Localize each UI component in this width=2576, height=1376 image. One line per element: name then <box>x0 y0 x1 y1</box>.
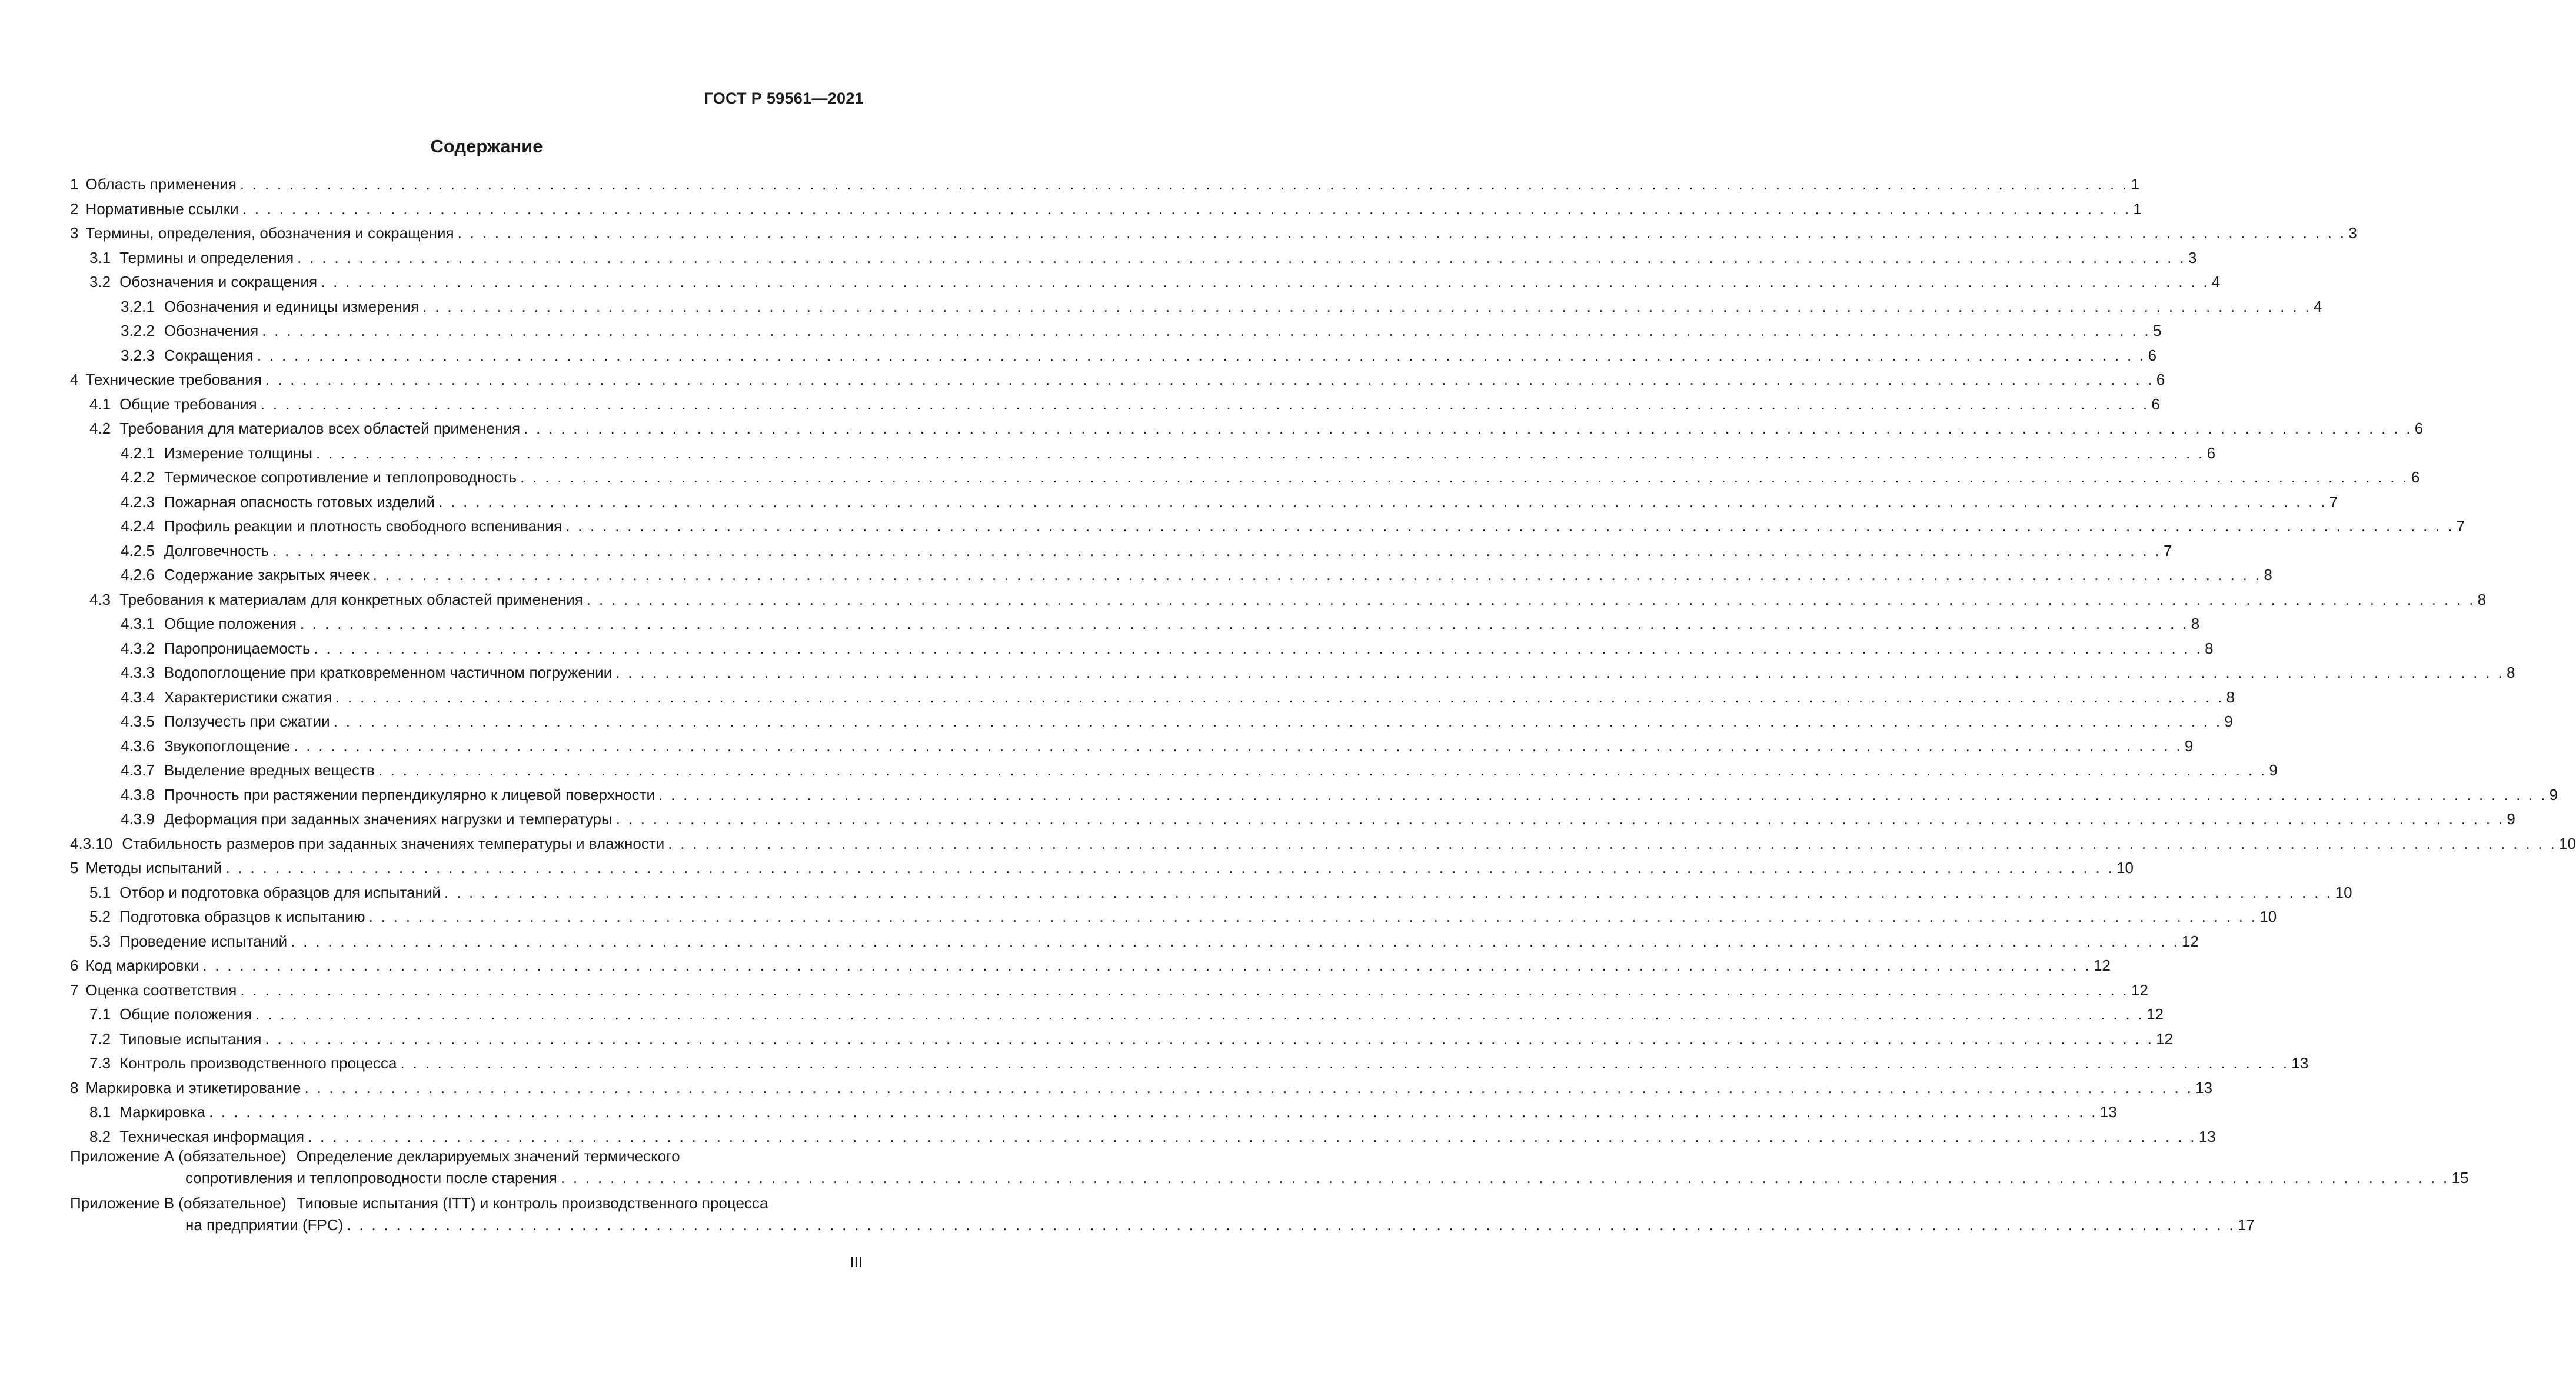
leader-dots: . . . . . . . . . . . . . . . . . . . . . . . . . . . . . . . . . . . . . . . . . . . . . . . . . . . . . . . . . . . . . . . . . . . . . . . . . . . . . . . . . . . . . . . . . . . . . . . . . . . . . . . . . . . . . . . . . . . . . . . . . . . . . . . . . . . . . . . . . . . . . . . . . . . . . . . . . <box>400 1054 2289 1072</box>
toc-entry <box>121 685 2235 709</box>
toc-entry <box>70 978 2148 1002</box>
toc-entry-page: 10 <box>2335 883 2352 901</box>
toc-entry-line <box>89 417 2424 440</box>
toc-entry-page: 8 <box>2226 688 2235 706</box>
leader-dots: . . . . . . . . . . . . . . . . . . . . . . . . . . . . . . . . . . . . . . . . . . . . . . . . . . . . . . . . . . . . . . . . . . . . . . . . . . . . . . . . . . . . . . . . . . . . . . . . . . . . . . . . . . . . . . . . . . . . . . . . . . . . . . . . . . . . . . . . . . . . . . . . . . . . . . . . . <box>240 981 2129 999</box>
leader-dots: . . . . . . . . . . . . . . . . . . . . . . . . . . . . . . . . . . . . . . . . . . . . . . . . . . . . . . . . . . . . . . . . . . . . . . . . . . . . . . . . . . . . . . . . . . . . . . . . . . . . . . . . . . . . . . . . . . . . . . . . . . . . . . . . . . . . . . . . . . . . . . . . . . . . . . . . . <box>615 664 2504 681</box>
leader-dots: . . . . . . . . . . . . . . . . . . . . . . . . . . . . . . . . . . . . . . . . . . . . . . . . . . . . . . . . . . . . . . . . . . . . . . . . . . . . . . . . . . . . . . . . . . . . . . . . . . . . . . . . . . . . . . . . . . . . . . . . . . . . . . . . . . . . . . . . . . . . . . . . . . . . . . . . . <box>260 395 2149 413</box>
leader-dots: . . . . . . . . . . . . . . . . . . . . . . . . . . . . . . . . . . . . . . . . . . . . . . . . . . . . . . . . . . . . . . . . . . . . . . . . . . . . . . . . . . . . . . . . . . . . . . . . . . . . . . . . . . . . . . . . . . . . . . . . . . . . . . . . . . . . . . . . . . . . . . . . . . . . . . . . . <box>262 322 2151 339</box>
toc-entry-line <box>121 637 2214 660</box>
leader-dots: . . . . . . . . . . . . . . . . . . . . . . . . . . . . . . . . . . . . . . . . . . . . . . . . . . . . . . . . . . . . . . . . . . . . . . . . . . . . . . . . . . . . . . . . . . . . . . . . . . . . . . . . . . . . . . . . . . . . . . . . . . . . . . . . . . . . . . . . . . . . . . . . . . . . . . . . . <box>314 639 2203 657</box>
toc-entry-number: 2 <box>70 199 79 218</box>
toc-entry-title: Нормативные ссылки <box>85 199 239 218</box>
toc-entry-number: 4.2 <box>89 419 111 437</box>
toc-entry-number: 4.3.4 <box>121 688 155 706</box>
toc-entry-number: 4.3.1 <box>121 615 155 632</box>
toc-entry-title: Отбор и подготовка образцов для испытаний <box>119 883 441 901</box>
toc-entry-page: 13 <box>2099 1103 2117 1121</box>
toc-entry <box>89 246 2197 269</box>
toc-entry-title: Требования для материалов всех областей применения <box>119 419 521 437</box>
leader-dots: . . . . . . . . . . . . . . . . . . . . . . . . . . . . . . . . . . . . . . . . . . . . . . . . . . . . . . . . . . . . . . . . . . . . . . . . . . . . . . . . . . . . . . . . . . . . . . . . . . . . . . . . . . . . . . . . . . . . . . . . . . . . . . . . . . . . . . . . . . . . . . . . . . . . . . . . . <box>255 1005 2145 1023</box>
toc-entry-page: 8 <box>2205 639 2214 657</box>
page-number: III <box>850 1253 863 1271</box>
toc-entry <box>70 197 2142 221</box>
leader-dots: . . . . . . . . . . . . . . . . . . . . . . . . . . . . . . . . . . . . . . . . . . . . . . . . . . . . . . . . . . . . . . . . . . . . . . . . . . . . . . . . . . . . . . . . . . . . . . . . . . . . . . . . . . . . . . . . . . . . . . . . . . . . . . . . . . . . . . . . . . . . . . . . . . . . . . . . . <box>524 419 2412 437</box>
toc-entry-number: 3.2 <box>89 273 111 291</box>
toc-entry-number: 4.3 <box>89 590 111 608</box>
toc-entry-title: Маркировка <box>119 1103 206 1121</box>
toc-entry <box>70 221 2357 245</box>
leader-dots: . . . . . . . . . . . . . . . . . . . . . . . . . . . . . . . . . . . . . . . . . . . . . . . . . . . . . . . . . . . . . . . . . . . . . . . . . . . . . . . . . . . . . . . . . . . . . . . . . . . . . . . . . . . . . . . . . . . . . . . . . . . . . . . . . . . . . . . . . . . . . . . . . . . . . . . . . <box>225 859 2115 877</box>
toc-appendix <box>70 1146 2469 1191</box>
appendix-first-line <box>70 1193 864 1213</box>
toc-entry-title: Стабильность размеров при заданных значениях температуры и влажности <box>122 834 665 852</box>
toc-entry-line <box>70 368 2165 391</box>
toc-entry-title: Общие требования <box>119 395 257 413</box>
toc-entry-page: 1 <box>2133 199 2142 218</box>
toc-entry-page: 13 <box>2195 1078 2213 1097</box>
toc-entry <box>70 832 2576 855</box>
leader-dots: . . . . . . . . . . . . . . . . . . . . . . . . . . . . . . . . . . . . . . . . . . . . . . . . . . . . . . . . . . . . . . . . . . . . . . . . . . . . . . . . . . . . . . . . . . . . . . . . . . . . . . . . . . . . . . . . . . . . . . . . . . . . . . . . . . . . . . . . . . . . . . . . . . . . . . . . . <box>586 590 2475 608</box>
toc-entry-title: Обозначения и сокращения <box>119 273 318 291</box>
toc-entry-title: Обозначения и единицы измерения <box>164 297 420 315</box>
toc-entry-page: 4 <box>2313 297 2322 315</box>
toc-entry-line <box>121 563 2272 587</box>
toc-entry <box>121 661 2515 684</box>
toc-entry-number: 8 <box>70 1078 79 1097</box>
appendix-label: Приложение А (обязательное) <box>70 1147 287 1165</box>
toc-entry-number: 4.2.2 <box>121 468 155 486</box>
toc-entry <box>121 612 2200 635</box>
toc-entry-title: Код маркировки <box>85 957 199 974</box>
toc-entry-page: 6 <box>2206 444 2216 462</box>
toc-entry-page: 12 <box>2146 1005 2164 1023</box>
toc-entry-line <box>121 441 2216 465</box>
leader-dots: . . . . . . . . . . . . . . . . . . . . . . . . . . . . . . . . . . . . . . . . . . . . . . . . . . . . . . . . . . . . . . . . . . . . . . . . . . . . . . . . . . . . . . . . . . . . . . . . . . . . . . . . . . . . . . . . . . . . . . . . . . . . . . . . . . . . . . . . . . . . . . . . . . . . . . . . . <box>378 761 2267 779</box>
toc-entry-line <box>121 734 2194 758</box>
toc-entry <box>89 1100 2117 1124</box>
appendix-second-line <box>70 1213 2255 1237</box>
toc-entry <box>121 783 2558 807</box>
toc-entry <box>121 563 2272 587</box>
toc-entry-title: Область применения <box>85 175 237 193</box>
leader-dots: . . . . . . . . . . . . . . . . . . . . . . . . . . . . . . . . . . . . . . . . . . . . . . . . . . . . . . . . . . . . . . . . . . . . . . . . . . . . . . . . . . . . . . . . . . . . . . . . . . . . . . . . . . . . . . . . . . . . . . . . . . . . . . . . . . . . . . . . . . . . . . . . . . . . . . . . . <box>560 1169 2449 1187</box>
toc-entry <box>89 270 2221 294</box>
toc-entry-number: 4.3.5 <box>121 712 155 730</box>
toc-entry-page: 3 <box>2188 248 2197 266</box>
toc-entry-number: 3.2.2 <box>121 322 155 339</box>
toc-entry-number: 8.2 <box>89 1127 111 1145</box>
appendix-page: 15 <box>2451 1169 2469 1187</box>
toc-entry-number: 5.2 <box>89 908 111 925</box>
toc-entry-page: 8 <box>2506 664 2515 681</box>
toc-appendix <box>70 1193 2255 1238</box>
leader-dots: . . . . . . . . . . . . . . . . . . . . . . . . . . . . . . . . . . . . . . . . . . . . . . . . . . . . . . . . . . . . . . . . . . . . . . . . . . . . . . . . . . . . . . . . . . . . . . . . . . . . . . . . . . . . . . . . . . . . . . . . . . . . . . . . . . . . . . . . . . . . . . . . . . . . . . . . . <box>209 1103 2098 1121</box>
toc-entry-number: 4.2.6 <box>121 566 155 584</box>
toc-entry <box>121 490 2338 514</box>
toc-entry-number: 4.3.2 <box>121 639 155 657</box>
appendix-title-line1: Определение декларируемых значений термического <box>296 1147 680 1165</box>
toc-entry-page: 8 <box>2264 566 2272 584</box>
toc-entry-line <box>89 1027 2174 1051</box>
toc-entry-line <box>70 954 2111 977</box>
toc-entry-line <box>121 685 2235 709</box>
toc-entry-title: Контроль производственного процесса <box>119 1054 397 1072</box>
toc-entry <box>121 807 2515 831</box>
toc-entry <box>121 758 2278 782</box>
leader-dots: . . . . . . . . . . . . . . . . . . . . . . . . . . . . . . . . . . . . . . . . . . . . . . . . . . . . . . . . . . . . . . . . . . . . . . . . . . . . . . . . . . . . . . . . . . . . . . . . . . . . . . . . . . . . . . . . . . . . . . . . . . . . . . . . . . . . . . . . . . . . . . . . . . . . . . . . . <box>438 492 2327 511</box>
leader-dots: . . . . . . . . . . . . . . . . . . . . . . . . . . . . . . . . . . . . . . . . . . . . . . . . . . . . . . . . . . . . . . . . . . . . . . . . . . . . . . . . . . . . . . . . . . . . . . . . . . . . . . . . . . . . . . . . . . . . . . . . . . . . . . . . . . . . . . . . . . . . . . . . . . . . . . . . . <box>265 1029 2154 1048</box>
toc-entry <box>70 954 2111 977</box>
toc-entry-line <box>89 881 2352 904</box>
toc-entry-page: 12 <box>2181 932 2199 950</box>
toc-entry-number: 3 <box>70 224 79 242</box>
toc-entry-page: 8 <box>2191 615 2200 632</box>
leader-dots: . . . . . . . . . . . . . . . . . . . . . . . . . . . . . . . . . . . . . . . . . . . . . . . . . . . . . . . . . . . . . . . . . . . . . . . . . . . . . . . . . . . . . . . . . . . . . . . . . . . . . . . . . . . . . . . . . . . . . . . . . . . . . . . . . . . . . . . . . . . . . . . . . . . . . . . . . <box>239 175 2129 193</box>
leader-dots: . . . . . . . . . . . . . . . . . . . . . . . . . . . . . . . . . . . . . . . . . . . . . . . . . . . . . . . . . . . . . . . . . . . . . . . . . . . . . . . . . . . . . . . . . . . . . . . . . . . . . . . . . . . . . . . . . . . . . . . . . . . . . . . . . . . . . . . . . . . . . . . . . . . . . . . . . <box>304 1078 2194 1097</box>
toc-entry-page: 12 <box>2093 957 2111 974</box>
leader-dots: . . . . . . . . . . . . . . . . . . . . . . . . . . . . . . . . . . . . . . . . . . . . . . . . . . . . . . . . . . . . . . . . . . . . . . . . . . . . . . . . . . . . . . . . . . . . . . . . . . . . . . . . . . . . . . . . . . . . . . . . . . . . . . . . . . . . . . . . . . . . . . . . . . . . . . . . . <box>272 541 2161 559</box>
toc-entry-line <box>89 1002 2164 1026</box>
toc-entry <box>89 881 2352 904</box>
leader-dots: . . . . . . . . . . . . . . . . . . . . . . . . . . . . . . . . . . . . . . . . . . . . . . . . . . . . . . . . . . . . . . . . . . . . . . . . . . . . . . . . . . . . . . . . . . . . . . . . . . . . . . . . . . . . . . . . . . . . . . . . . . . . . . . . . . . . . . . . . . . . . . . . . . . . . . . . . <box>297 248 2186 266</box>
toc-entry-line <box>89 905 2277 928</box>
toc-entry-number: 4.3.9 <box>121 810 155 828</box>
toc-entry-number: 4.3.3 <box>121 664 155 681</box>
leader-dots: . . . . . . . . . . . . . . . . . . . . . . . . . . . . . . . . . . . . . . . . . . . . . . . . . . . . . . . . . . . . . . . . . . . . . . . . . . . . . . . . . . . . . . . . . . . . . . . . . . . . . . . . . . . . . . . . . . . . . . . . . . . . . . . . . . . . . . . . . . . . . . . . . . . . . . . . . <box>321 273 2209 291</box>
leader-dots: . . . . . . . . . . . . . . . . . . . . . . . . . . . . . . . . . . . . . . . . . . . . . . . . . . . . . . . . . . . . . . . . . . . . . . . . . . . . . . . . . . . . . . . . . . . . . . . . . . . . . . . . . . . . . . . . . . . . . . . . . . . . . . . . . . . . . . . . . . . . . . . . . . . . . . . . . <box>668 834 2557 852</box>
toc-entry-number: 7 <box>70 981 79 999</box>
toc-entry-page: 3 <box>2348 224 2357 242</box>
toc-entry-number: 7.1 <box>89 1005 111 1023</box>
toc-entry-title: Требования к материалам для конкретных областей применения <box>119 590 583 608</box>
toc-entry-title: Маркировка и этикетирование <box>85 1078 301 1097</box>
toc-entry-title: Типовые испытания <box>119 1029 262 1048</box>
appendix-title-line2: сопротивления и теплопроводности после старения <box>185 1169 557 1187</box>
toc-entry <box>89 588 2487 611</box>
toc-entry-line <box>89 1100 2117 1124</box>
toc-entry-title: Оценка соответствия <box>85 981 237 999</box>
toc-entry-page: 12 <box>2156 1029 2174 1048</box>
toc-entry <box>70 1076 2213 1100</box>
leader-dots: . . . . . . . . . . . . . . . . . . . . . . . . . . . . . . . . . . . . . . . . . . . . . . . . . . . . . . . . . . . . . . . . . . . . . . . . . . . . . . . . . . . . . . . . . . . . . . . . . . . . . . . . . . . . . . . . . . . . . . . . . . . . . . . . . . . . . . . . . . . . . . . . . . . . . . . . . <box>315 444 2205 462</box>
toc-entry-page: 9 <box>2224 712 2233 730</box>
toc-entry-title: Термическое сопротивление и теплопроводность <box>164 468 517 486</box>
toc-entry-page: 9 <box>2184 737 2194 755</box>
toc-entry-line <box>89 270 2221 294</box>
toc-entry <box>121 637 2214 660</box>
toc-entry-page: 1 <box>2131 175 2140 193</box>
toc-entry-line <box>121 758 2278 782</box>
toc-entry-line <box>89 392 2160 416</box>
toc-entry-title: Ползучесть при сжатии <box>164 712 330 730</box>
toc-entry-page: 6 <box>2148 346 2157 364</box>
toc-entry-line <box>70 978 2148 1002</box>
toc-entry-number: 1 <box>70 175 79 193</box>
toc-entry-title: Прочность при растяжении перпендикулярно к лицевой поверхности <box>164 785 655 804</box>
appendix-title-line1: Типовые испытания (ITT) и контроль производственного процесса <box>296 1194 768 1212</box>
toc-entry-page: 6 <box>2151 395 2160 413</box>
toc-entry-number: 4.3.7 <box>121 761 155 779</box>
toc-entry-number: 7.3 <box>89 1054 111 1072</box>
toc-entry-title: Общие положения <box>119 1005 252 1023</box>
toc-entry-line <box>89 246 2197 269</box>
toc-entry-number: 4.3.10 <box>70 834 113 852</box>
toc-entry-page: 9 <box>2269 761 2278 779</box>
toc-entry-line <box>121 612 2200 635</box>
toc-entry-number: 4.1 <box>89 395 111 413</box>
toc-entry-page: 9 <box>2507 810 2515 828</box>
toc-entry-number: 4.2.5 <box>121 541 155 559</box>
toc-entry <box>121 539 2172 562</box>
toc-entry-title: Профиль реакции и плотность свободного вспенивания <box>164 517 563 535</box>
toc-entry-title: Выделение вредных веществ <box>164 761 375 779</box>
leader-dots: . . . . . . . . . . . . . . . . . . . . . . . . . . . . . . . . . . . . . . . . . . . . . . . . . . . . . . . . . . . . . . . . . . . . . . . . . . . . . . . . . . . . . . . . . . . . . . . . . . . . . . . . . . . . . . . . . . . . . . . . . . . . . . . . . . . . . . . . . . . . . . . . . . . . . . . . . <box>658 785 2547 804</box>
toc-entry-line <box>121 807 2515 831</box>
toc-entry-page: 6 <box>2414 419 2424 437</box>
toc-entry-title: Технические требования <box>85 371 262 388</box>
toc-entry-page: 6 <box>2411 468 2420 486</box>
toc-entry-page: 8 <box>2477 590 2487 608</box>
leader-dots: . . . . . . . . . . . . . . . . . . . . . . . . . . . . . . . . . . . . . . . . . . . . . . . . . . . . . . . . . . . . . . . . . . . . . . . . . . . . . . . . . . . . . . . . . . . . . . . . . . . . . . . . . . . . . . . . . . . . . . . . . . . . . . . . . . . . . . . . . . . . . . . . . . . . . . . . . <box>615 810 2505 828</box>
toc-entry-line <box>121 295 2322 318</box>
toc-entry-page: 7 <box>2329 492 2338 511</box>
leader-dots: . . . . . . . . . . . . . . . . . . . . . . . . . . . . . . . . . . . . . . . . . . . . . . . . . . . . . . . . . . . . . . . . . . . . . . . . . . . . . . . . . . . . . . . . . . . . . . . . . . . . . . . . . . . . . . . . . . . . . . . . . . . . . . . . . . . . . . . . . . . . . . . . . . . . . . . . . <box>291 932 2179 950</box>
toc-entry <box>121 734 2194 758</box>
toc-entry-page: 7 <box>2163 541 2172 559</box>
toc-entry-title: Пожарная опасность готовых изделий <box>164 492 435 511</box>
toc-entry-page: 5 <box>2152 322 2162 339</box>
toc-entry <box>121 441 2216 465</box>
toc-entry-title: Термины, определения, обозначения и сокращения <box>85 224 454 242</box>
toc-entry-title: Сокращения <box>164 346 254 364</box>
toc-entry <box>89 905 2277 928</box>
toc-entry-page: 12 <box>2131 981 2148 999</box>
toc-entry-line <box>121 539 2172 562</box>
toc-entry <box>70 856 2134 879</box>
toc-title: Содержание <box>430 136 543 156</box>
toc-entry <box>89 1051 2309 1075</box>
appendix-second-line <box>70 1166 2469 1190</box>
leader-dots: . . . . . . . . . . . . . . . . . . . . . . . . . . . . . . . . . . . . . . . . . . . . . . . . . . . . . . . . . . . . . . . . . . . . . . . . . . . . . . . . . . . . . . . . . . . . . . . . . . . . . . . . . . . . . . . . . . . . . . . . . . . . . . . . . . . . . . . . . . . . . . . . . . . . . . . . . <box>520 468 2409 486</box>
toc-entry-line <box>70 221 2357 245</box>
toc-entry-number: 4.2.1 <box>121 444 155 462</box>
toc-entry-title: Характеристики сжатия <box>164 688 332 706</box>
toc-entry-line <box>121 661 2515 684</box>
toc-entry-page: 10 <box>2259 908 2277 925</box>
leader-dots: . . . . . . . . . . . . . . . . . . . . . . . . . . . . . . . . . . . . . . . . . . . . . . . . . . . . . . . . . . . . . . . . . . . . . . . . . . . . . . . . . . . . . . . . . . . . . . . . . . . . . . . . . . . . . . . . . . . . . . . . . . . . . . . . . . . . . . . . . . . . . . . . . . . . . . . . . <box>368 908 2258 925</box>
toc-entry-title: Измерение толщины <box>164 444 312 462</box>
toc-entry-title: Деформация при заданных значениях нагрузки и температуры <box>164 810 613 828</box>
toc-entry-number: 3.2.1 <box>121 297 155 315</box>
toc-entry <box>89 929 2199 953</box>
toc-entry <box>121 344 2157 367</box>
leader-dots: . . . . . . . . . . . . . . . . . . . . . . . . . . . . . . . . . . . . . . . . . . . . . . . . . . . . . . . . . . . . . . . . . . . . . . . . . . . . . . . . . . . . . . . . . . . . . . . . . . . . . . . . . . . . . . . . . . . . . . . . . . . . . . . . . . . . . . . . . . . . . . . . . . . . . . . . . <box>308 1127 2196 1145</box>
toc-entry-line <box>121 344 2157 367</box>
toc-entry <box>89 1125 2216 1148</box>
toc-entry-line <box>70 172 2140 196</box>
toc-entry <box>121 514 2465 538</box>
toc-entry-line <box>89 1125 2216 1148</box>
toc-entry-page: 7 <box>2456 517 2465 535</box>
toc-entry-number: 4 <box>70 371 79 388</box>
leader-dots: . . . . . . . . . . . . . . . . . . . . . . . . . . . . . . . . . . . . . . . . . . . . . . . . . . . . . . . . . . . . . . . . . . . . . . . . . . . . . . . . . . . . . . . . . . . . . . . . . . . . . . . . . . . . . . . . . . . . . . . . . . . . . . . . . . . . . . . . . . . . . . . . . . . . . . . . . <box>444 883 2333 901</box>
toc-entry-title: Техническая информация <box>119 1127 305 1145</box>
toc-entry-line <box>89 588 2487 611</box>
toc-entry-number: 4.3.8 <box>121 785 155 804</box>
toc-entry-number: 5.1 <box>89 883 111 901</box>
appendix-first-line <box>70 1146 864 1166</box>
toc-entry-line <box>121 465 2420 489</box>
leader-dots: . . . . . . . . . . . . . . . . . . . . . . . . . . . . . . . . . . . . . . . . . . . . . . . . . . . . . . . . . . . . . . . . . . . . . . . . . . . . . . . . . . . . . . . . . . . . . . . . . . . . . . . . . . . . . . . . . . . . . . . . . . . . . . . . . . . . . . . . . . . . . . . . . . . . . . . . . <box>565 517 2454 535</box>
toc-entry-line <box>70 1076 2213 1100</box>
toc-entry-page: 6 <box>2156 371 2165 388</box>
leader-dots: . . . . . . . . . . . . . . . . . . . . . . . . . . . . . . . . . . . . . . . . . . . . . . . . . . . . . . . . . . . . . . . . . . . . . . . . . . . . . . . . . . . . . . . . . . . . . . . . . . . . . . . . . . . . . . . . . . . . . . . . . . . . . . . . . . . . . . . . . . . . . . . . . . . . . . . . . <box>333 712 2222 730</box>
leader-dots: . . . . . . . . . . . . . . . . . . . . . . . . . . . . . . . . . . . . . . . . . . . . . . . . . . . . . . . . . . . . . . . . . . . . . . . . . . . . . . . . . . . . . . . . . . . . . . . . . . . . . . . . . . . . . . . . . . . . . . . . . . . . . . . . . . . . . . . . . . . . . . . . . . . . . . . . . <box>202 957 2091 974</box>
toc-entry-title: Термины и определения <box>119 248 294 266</box>
toc-entry-number: 5.3 <box>89 932 111 950</box>
toc-entry-line <box>121 514 2465 538</box>
toc-entry-page: 9 <box>2549 785 2558 804</box>
toc-entry <box>121 295 2322 318</box>
appendix-page: 17 <box>2238 1216 2255 1234</box>
toc-entry-line <box>121 319 2162 342</box>
toc-entry <box>89 1002 2164 1026</box>
toc-entry-page: 10 <box>2116 859 2134 877</box>
appendix-title-line2: на предприятии (FPC) <box>185 1216 344 1234</box>
toc-entry-title: Обозначения <box>164 322 259 339</box>
toc-entry-number: 4.3.6 <box>121 737 155 755</box>
toc-entry-number: 5 <box>70 859 79 877</box>
standard-designation: ГОСТ Р 59561—2021 <box>704 89 864 107</box>
toc-entry-number: 3.2.3 <box>121 346 155 364</box>
toc-entry-line <box>121 490 2338 514</box>
toc-entry-title: Долговечность <box>164 541 269 559</box>
toc-entry-number: 4.2.4 <box>121 517 155 535</box>
toc-entry <box>121 465 2420 489</box>
toc-entry <box>70 368 2165 391</box>
toc-entry-title: Содержание закрытых ячеек <box>164 566 370 584</box>
toc-entry-page: 10 <box>2558 834 2576 852</box>
toc-entry-line <box>121 783 2558 807</box>
toc-entry <box>70 172 2140 196</box>
leader-dots: . . . . . . . . . . . . . . . . . . . . . . . . . . . . . . . . . . . . . . . . . . . . . . . . . . . . . . . . . . . . . . . . . . . . . . . . . . . . . . . . . . . . . . . . . . . . . . . . . . . . . . . . . . . . . . . . . . . . . . . . . . . . . . . . . . . . . . . . . . . . . . . . . . . . . . . . . <box>265 371 2154 388</box>
toc-entry <box>121 709 2233 733</box>
toc-entry-title: Звукопоглощение <box>164 737 291 755</box>
toc-entry-number: 3.1 <box>89 248 111 266</box>
toc-entry-line <box>70 832 2576 855</box>
appendix-label: Приложение В (обязательное) <box>70 1194 287 1212</box>
toc-entry-number: 4.2.3 <box>121 492 155 511</box>
leader-dots: . . . . . . . . . . . . . . . . . . . . . . . . . . . . . . . . . . . . . . . . . . . . . . . . . . . . . . . . . . . . . . . . . . . . . . . . . . . . . . . . . . . . . . . . . . . . . . . . . . . . . . . . . . . . . . . . . . . . . . . . . . . . . . . . . . . . . . . . . . . . . . . . . . . . . . . . . <box>347 1216 2235 1234</box>
toc-entry-title: Общие положения <box>164 615 297 632</box>
toc-entry-page: 4 <box>2211 273 2221 291</box>
leader-dots: . . . . . . . . . . . . . . . . . . . . . . . . . . . . . . . . . . . . . . . . . . . . . . . . . . . . . . . . . . . . . . . . . . . . . . . . . . . . . . . . . . . . . . . . . . . . . . . . . . . . . . . . . . . . . . . . . . . . . . . . . . . . . . . . . . . . . . . . . . . . . . . . . . . . . . . . . <box>422 297 2311 315</box>
toc-entry-line <box>70 197 2142 221</box>
toc-entry-line <box>89 929 2199 953</box>
toc-entry-title: Проведение испытаний <box>119 932 288 950</box>
toc-entry-page: 13 <box>2198 1127 2216 1145</box>
toc-entry-title: Водопоглощение при кратковременном частичном погружении <box>164 664 613 681</box>
toc-entry <box>121 319 2162 342</box>
leader-dots: . . . . . . . . . . . . . . . . . . . . . . . . . . . . . . . . . . . . . . . . . . . . . . . . . . . . . . . . . . . . . . . . . . . . . . . . . . . . . . . . . . . . . . . . . . . . . . . . . . . . . . . . . . . . . . . . . . . . . . . . . . . . . . . . . . . . . . . . . . . . . . . . . . . . . . . . . <box>294 737 2182 755</box>
toc-entry <box>89 392 2160 416</box>
leader-dots: . . . . . . . . . . . . . . . . . . . . . . . . . . . . . . . . . . . . . . . . . . . . . . . . . . . . . . . . . . . . . . . . . . . . . . . . . . . . . . . . . . . . . . . . . . . . . . . . . . . . . . . . . . . . . . . . . . . . . . . . . . . . . . . . . . . . . . . . . . . . . . . . . . . . . . . . . <box>372 566 2262 584</box>
toc-entry-line <box>89 1051 2309 1075</box>
leader-dots: . . . . . . . . . . . . . . . . . . . . . . . . . . . . . . . . . . . . . . . . . . . . . . . . . . . . . . . . . . . . . . . . . . . . . . . . . . . . . . . . . . . . . . . . . . . . . . . . . . . . . . . . . . . . . . . . . . . . . . . . . . . . . . . . . . . . . . . . . . . . . . . . . . . . . . . . . <box>242 199 2131 218</box>
toc-entry-line <box>121 709 2233 733</box>
toc-entry-title: Паропроницаемость <box>164 639 311 657</box>
toc-entry-title: Методы испытаний <box>85 859 222 877</box>
toc-entry-number: 6 <box>70 957 79 974</box>
toc-entry-number: 7.2 <box>89 1029 111 1048</box>
toc-entry-line <box>70 856 2134 879</box>
leader-dots: . . . . . . . . . . . . . . . . . . . . . . . . . . . . . . . . . . . . . . . . . . . . . . . . . . . . . . . . . . . . . . . . . . . . . . . . . . . . . . . . . . . . . . . . . . . . . . . . . . . . . . . . . . . . . . . . . . . . . . . . . . . . . . . . . . . . . . . . . . . . . . . . . . . . . . . . . <box>335 688 2224 706</box>
leader-dots: . . . . . . . . . . . . . . . . . . . . . . . . . . . . . . . . . . . . . . . . . . . . . . . . . . . . . . . . . . . . . . . . . . . . . . . . . . . . . . . . . . . . . . . . . . . . . . . . . . . . . . . . . . . . . . . . . . . . . . . . . . . . . . . . . . . . . . . . . . . . . . . . . . . . . . . . . <box>257 346 2146 364</box>
toc-entry-title: Подготовка образцов к испытанию <box>119 908 365 925</box>
leader-dots: . . . . . . . . . . . . . . . . . . . . . . . . . . . . . . . . . . . . . . . . . . . . . . . . . . . . . . . . . . . . . . . . . . . . . . . . . . . . . . . . . . . . . . . . . . . . . . . . . . . . . . . . . . . . . . . . . . . . . . . . . . . . . . . . . . . . . . . . . . . . . . . . . . . . . . . . . <box>299 615 2189 632</box>
leader-dots: . . . . . . . . . . . . . . . . . . . . . . . . . . . . . . . . . . . . . . . . . . . . . . . . . . . . . . . . . . . . . . . . . . . . . . . . . . . . . . . . . . . . . . . . . . . . . . . . . . . . . . . . . . . . . . . . . . . . . . . . . . . . . . . . . . . . . . . . . . . . . . . . . . . . . . . . . <box>457 224 2347 242</box>
toc-entry-number: 8.1 <box>89 1103 111 1121</box>
toc-entry-page: 13 <box>2291 1054 2309 1072</box>
toc-entry <box>89 417 2424 440</box>
toc-entry <box>89 1027 2174 1051</box>
